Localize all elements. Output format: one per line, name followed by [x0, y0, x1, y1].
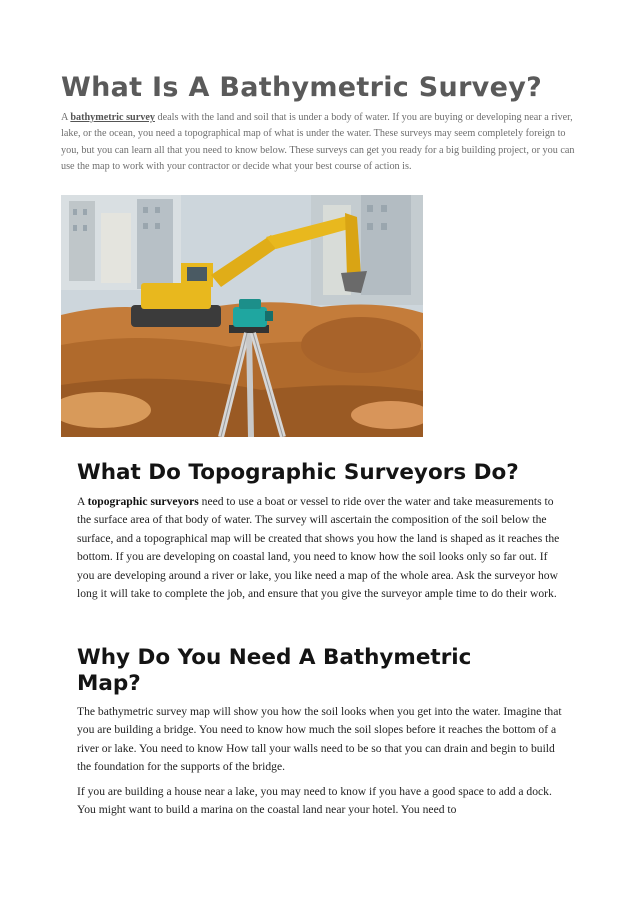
construction-site-photo [61, 195, 423, 437]
section-heading-bathymetric-map: Why Do You Need A Bathymetric Map? [77, 645, 472, 696]
intro-paragraph [61, 110, 581, 176]
section-prefix: A [77, 495, 88, 508]
bathymetric-survey-link[interactable]: bathymetric survey [70, 112, 155, 123]
intro-text: deals with the land and soil that is under a body of water. If you are buying or developing near a river, lake, or the ocean, you need a topographical map of what is under the water. These surveys may seem completely foreign to you, but you can learn all that you need to know below. These surveys can get you ready for a big building project, or you can use the map to work with your contractor or decide what your best course of action is. [61, 112, 575, 173]
page-title: What Is A Bathymetric Survey? [61, 72, 543, 103]
topographic-surveyors-keyword: topographic surveyors [87, 495, 199, 508]
section-text: need to use a boat or vessel to ride over the water and take measurements to the surface area of that body of water. The survey will ascertain the composition of the soil below the surface, and a topographical map will be created that shows you how the land is shaped as it reaches the bottom. If you are developing on coastal land, you need to know how the soil looks only so far out. If you are developing around a river or lake, you like need a map of the whole area. Ask the surveyor how long it will take to complete the job, and ensure that you give the surveyor ample time to do their work. [77, 495, 560, 601]
section-paragraph-2: If you are building a house near a lake, you may need to know if you have a good space to add a dock. You might want to build a marina on the coastal land near your hotel. You need to [77, 785, 552, 817]
section-heading-topographic-surveyors: What Do Topographic Surveyors Do? [77, 460, 519, 485]
intro-prefix: A [61, 112, 71, 123]
section-paragraph [77, 493, 567, 603]
section-paragraph-1: The bathymetric survey map will show you how the soil looks when you get into the water. Imagine that you are building a bridge. You need to know how much the soil slopes before it reaches the bottom of a river or lake. You need to know How tall your walls need to be so that you can drain and begin to build the foundation for the supports of the bridge. [77, 705, 562, 774]
